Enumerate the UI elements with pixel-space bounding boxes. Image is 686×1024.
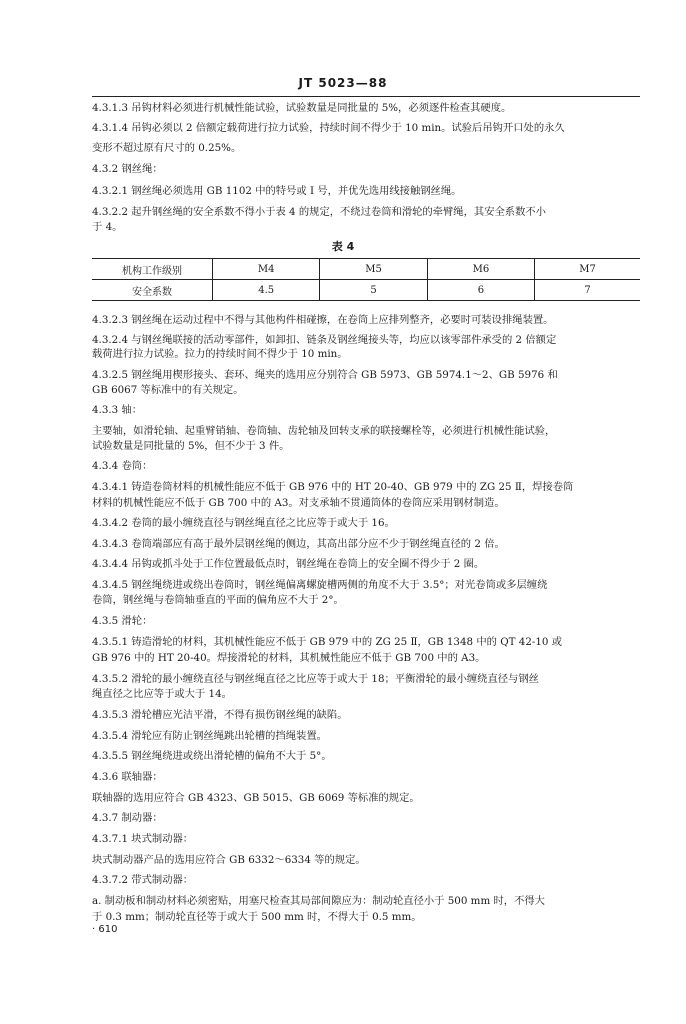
text-line: 4.3.4.4 吊钩或抓斗处于工作位置最低点时，钢丝绳在卷筒上的安全圈不得少于 2 圈。 — [92, 558, 485, 570]
text-line: 4.3.2.1 钢丝绳必须选用 GB 1102 中的特号或 I 号，并优先选用线接触钢丝绳。 — [92, 185, 462, 197]
text-line: 4.3.4.5 钢丝绳绕进或绕出卷筒时，钢丝绳偏离螺旋槽两侧的角度不大于 3.5°；对光卷筒或多层缠绕 — [92, 579, 548, 591]
document-header: JT 5023—88 — [298, 76, 388, 90]
table-cell: M5 — [320, 259, 427, 280]
text-line: 4.3.2.2 起升钢丝绳的安全系数不得小于表 4 的规定，不绕过卷筒和滑轮的牵臂绳，其安全系数不小 — [92, 206, 546, 218]
text-line: 4.3.2.4 与钢丝绳联接的活动零部件，如卸扣、链条及钢丝绳接头等，均应以该零部件承受的 2 倍额定 — [92, 334, 557, 346]
table-cell: 4.5 — [213, 280, 320, 301]
text-line: 4.3.5.2 滑轮的最小缠绕直径与钢丝绳直径之比应等于或大于 18；平衡滑轮的最小缠绕直径与钢丝 — [92, 673, 539, 685]
text-line: 4.3.5.5 钢丝绳绕进或绕出滑轮槽的偏角不大于 5°。 — [92, 750, 332, 762]
table-cell: M6 — [427, 259, 534, 280]
table-cell: M4 — [213, 259, 320, 280]
page-number: · 610 — [92, 924, 118, 935]
text-line: GB 6067 等标准中的有关规定。 — [92, 384, 244, 396]
text-line: 4.3.1.4 吊钩必须以 2 倍额定载荷进行拉力试验，持续时间不得少于 10 min。试验后吊钩开口处的永久 — [92, 122, 565, 134]
table-cell: M7 — [535, 259, 640, 280]
text-line: 4.3.4.1 铸造卷筒材料的机械性能应不低于 GB 976 中的 HT 20-40、GB 979 中的 ZG 25 Ⅱ，焊接卷筒 — [92, 481, 574, 493]
text-line: 4.3.2.3 钢丝绳在运动过程中不得与其他构件相碰擦，在卷筒上应排列整齐，必要时可装设排绳装置。 — [92, 314, 554, 326]
text-line: 4.3.5.4 滑轮应有防止钢丝绳跳出轮槽的挡绳装置。 — [92, 730, 327, 742]
text-line: 试验数量是同批量的 5%，但不少于 3 件。 — [92, 440, 290, 452]
text-line: 4.3.1.3 吊钩材料必须进行机械性能试验，试验数量是同批量的 5%，必须逐件检查其硬度。 — [92, 102, 512, 114]
text-line: 4.3.4.3 卷筒端部应有高于最外层钢丝绳的侧边，其高出部分应不少于钢丝绳直径的 2 倍。 — [92, 538, 505, 550]
text-line: 于 4。 — [92, 221, 123, 233]
text-line: 4.3.2.5 钢丝绳用楔形接头、套环、绳夹的选用应分别符合 GB 5973、GB 5974.1～2、GB 5976 和 — [92, 369, 558, 381]
text-line: 4.3.4.2 卷筒的最小缠绕直径与钢丝绳直径之比应等于或大于 16。 — [92, 517, 395, 529]
table-cell: 安全系数 — [92, 280, 213, 301]
section-heading: 4.3.5 滑轮： — [92, 615, 153, 627]
table-row — [92, 280, 640, 301]
text-line: 卷筒，钢丝绳与卷筒轴垂直的平面的偏角应不大于 2°。 — [92, 594, 344, 606]
text-line: 于 0.3 mm；制动轮直径等于或大于 500 mm 时，不得大于 0.5 mm。 — [92, 911, 422, 923]
text-line: 主要轴，如滑轮轴、起重臂销轴、卷筒轴、齿轮轴及回转支承的联接螺栓等，必须进行机械性能试验， — [92, 425, 556, 437]
table-cell: 5 — [320, 280, 427, 301]
text-line: 块式制动器产品的选用应符合 GB 6332～6334 等的规定。 — [92, 854, 366, 866]
section-heading: 4.3.3 轴： — [92, 404, 143, 416]
table-header-row — [92, 259, 640, 280]
text-line: 4.3.5.3 滑轮槽应光洁平滑，不得有损伤钢丝绳的缺陷。 — [92, 709, 348, 721]
text-line: 载荷进行拉力试验。拉力的持续时间不得少于 10 min。 — [92, 348, 348, 360]
text-line: 绳直径之比应等于或大于 14。 — [92, 688, 232, 700]
text-line: 4.3.5.1 铸造滑轮的材料，其机械性能应不低于 GB 979 中的 ZG 25 Ⅱ，GB 1348 中的 QT 42-10 或 — [92, 636, 563, 648]
section-heading: 4.3.7 制动器： — [92, 812, 163, 824]
text-line: 联轴器的选用应符合 GB 4323、GB 5015、GB 6069 等标准的规定。 — [92, 792, 420, 804]
section-heading: 4.3.2 钢丝绳： — [92, 163, 163, 175]
table-cell: 机构工作级别 — [92, 259, 213, 280]
text-line: GB 976 中的 HT 20-40。焊接滑轮的材料，其机械性能应不低于 GB 700 中的 A3。 — [92, 652, 486, 664]
section-heading: 4.3.4 卷筒： — [92, 460, 153, 472]
table-caption: 表 4 — [331, 240, 355, 253]
safety-factor-table — [92, 258, 640, 301]
text-line: 4.3.7.2 带式制动器： — [92, 874, 194, 886]
section-heading: 4.3.6 联轴器： — [92, 771, 163, 783]
table-cell: 6 — [427, 280, 534, 301]
table-cell: 7 — [535, 280, 640, 301]
text-line: a. 制动板和制动材料必须密贴，用塞尺检查其局部间隙应为：制动轮直径小于 500 mm 时，不得大 — [92, 895, 545, 907]
header-rule — [92, 96, 640, 97]
text-line: 变形不超过原有尺寸的 0.25%。 — [92, 142, 242, 154]
text-line: 4.3.7.1 块式制动器： — [92, 833, 194, 845]
text-line: 材料的机械性能应不低于 GB 700 中的 A3。对支承轴不贯通筒体的卷筒应采用钢材制造。 — [92, 497, 505, 509]
